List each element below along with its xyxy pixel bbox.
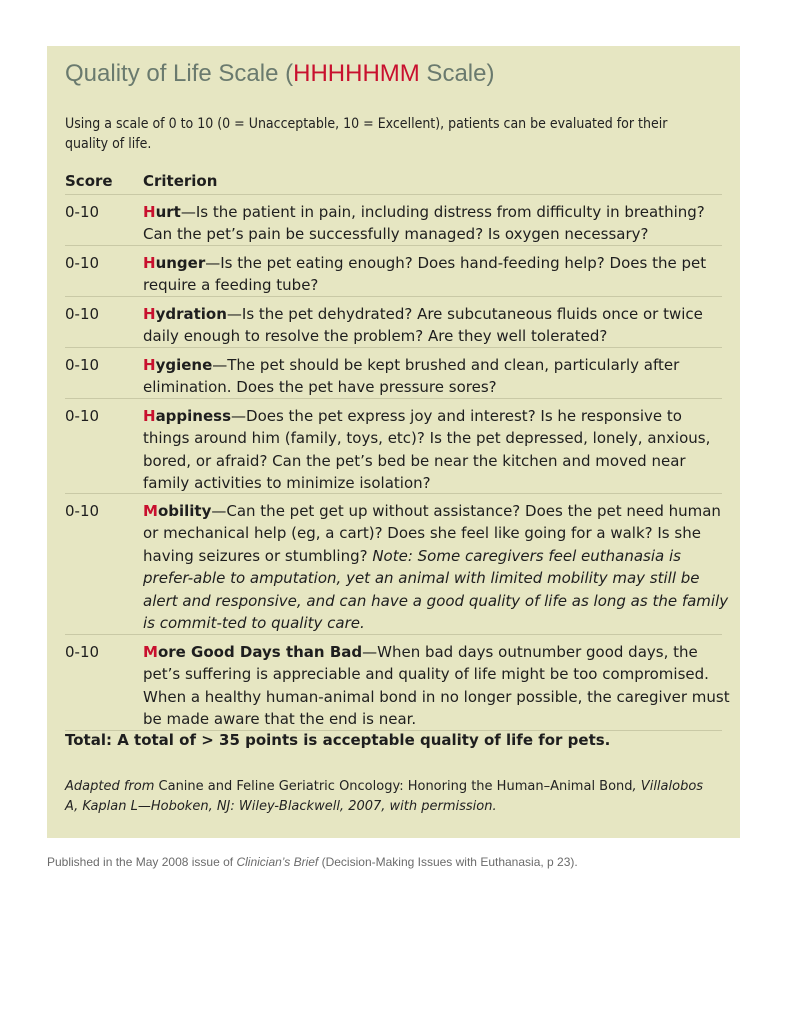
citation-rest: , Villalobos A, Kaplan L—Hoboken, NJ: Wiley-Blackwell, 2007, with permission. xyxy=(65,779,704,814)
title-accent: HHHHHMM xyxy=(293,60,420,87)
row-score: 0-10 xyxy=(65,356,100,374)
citation-lead: Adapted from xyxy=(65,779,155,794)
table-row xyxy=(65,297,722,348)
intro-text: Using a scale of 0 to 10 (0 = Unacceptable, 10 = Excellent), patients can be evaluated for their quality of life. xyxy=(65,116,668,152)
table-row xyxy=(65,635,730,731)
table-header xyxy=(65,170,722,195)
table-row xyxy=(65,494,729,635)
row-criterion: Happiness—Does the pet express joy and interest? Is he responsive to things around him (family, toys, etc)? Is the pet depressed, lonely, anxious, bored, or afraid? Can the pet’s bed be near the kitchen and moved near family activities to minimize isolation? xyxy=(143,407,711,493)
row-term: Hydration xyxy=(143,305,227,323)
total-line: Total: A total of > 35 points is acceptable quality of life for pets. xyxy=(65,731,611,749)
citation-book: Canine and Feline Geriatric Oncology: Honoring the Human–Animal Bond xyxy=(154,779,633,794)
row-term: Mobility xyxy=(143,502,212,520)
row-criterion: Hurt—Is the patient in pain, including distress from difficulty in breathing? Can the pet’s pain be successfully managed? Is oxygen necessary? xyxy=(143,203,705,244)
row-score: 0-10 xyxy=(65,407,100,425)
criteria-table xyxy=(65,195,730,731)
page-title xyxy=(65,60,494,88)
quality-of-life-panel xyxy=(47,46,740,838)
table-row xyxy=(65,195,722,246)
title-suffix: Scale) xyxy=(419,60,495,87)
publication-footer: Published in the May 2008 issue of Clinician’s Brief (Decision-Making Issues with Euthanasia, p 23). xyxy=(47,855,578,869)
row-term: Hurt xyxy=(143,203,181,221)
row-criterion: Hunger—Is the pet eating enough? Does hand-feeding help? Does the pet require a feeding tube? xyxy=(143,254,707,295)
row-score: 0-10 xyxy=(65,643,100,661)
mobility-note: Note: Some caregivers feel euthanasia is prefer-able to amputation, yet an animal with limited mobility may still be alert and responsive, and can have a good quality of life as long as the family is commit-ted to quality care. xyxy=(143,546,729,633)
row-score: 0-10 xyxy=(65,254,100,272)
table-row xyxy=(65,348,722,399)
row-score: 0-10 xyxy=(65,203,100,221)
table-row xyxy=(65,246,722,297)
row-term: Hunger xyxy=(143,254,206,272)
score-header: Score xyxy=(65,172,113,190)
row-score: 0-10 xyxy=(65,305,100,323)
row-criterion: Mobility—Can the pet get up without assistance? Does the pet need human or mechanical help (eg, a cart)? Does she feel like going for a walk? Is she having seizures or stumbling? Note: Some caregivers feel euthanasia is prefer-able to amputation, yet an animal with limited mobility may still be alert and responsive, and can have a good quality of life as long as the family is commit-ted to quality care. xyxy=(143,502,729,633)
citation xyxy=(65,777,715,817)
row-criterion: More Good Days than Bad—When bad days outnumber good days, the pet’s suffering is appreciable and quality of life might be too compromised. When a healthy human-animal bond in no longer possible, the caregiver must be made aware that the end is near. xyxy=(143,643,730,729)
row-term: Happiness xyxy=(143,407,232,425)
title-prefix: Quality of Life Scale ( xyxy=(65,60,294,87)
criterion-header: Criterion xyxy=(143,172,218,190)
row-term: Hygiene xyxy=(143,356,213,374)
row-score: 0-10 xyxy=(65,502,100,520)
row-term: More Good Days than Bad xyxy=(143,643,363,661)
journal-name: Clinician’s Brief xyxy=(236,855,319,869)
row-criterion: Hydration—Is the pet dehydrated? Are subcutaneous fluids once or twice daily enough to resolve the problem? Are they well tolerated? xyxy=(143,305,703,346)
row-criterion: Hygiene—The pet should be kept brushed and clean, particularly after elimination. Does the pet have pressure sores? xyxy=(143,356,680,397)
table-row xyxy=(65,399,722,494)
